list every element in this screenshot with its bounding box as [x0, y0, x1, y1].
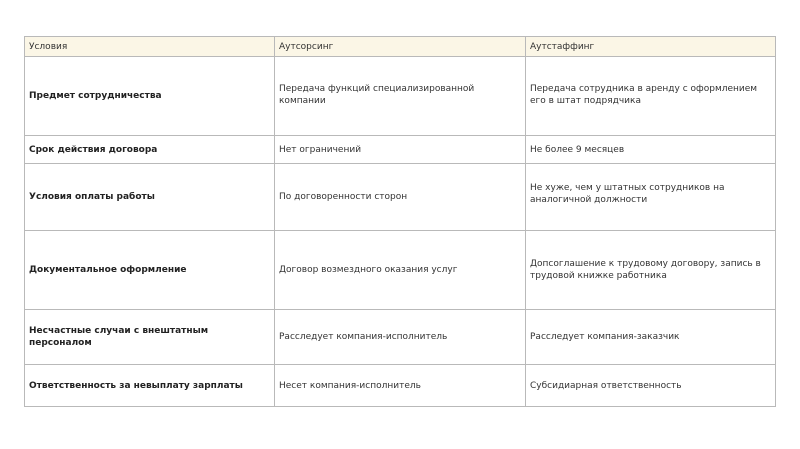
comparison-table: [24, 36, 776, 407]
table-row: [25, 136, 776, 164]
table-row: [25, 57, 776, 136]
row-condition: Срок действия договора: [25, 136, 275, 164]
row-outstaffing: Не более 9 месяцев: [526, 136, 776, 164]
header-outstaffing: Аутстаффинг: [526, 37, 776, 57]
table-row: [25, 365, 776, 407]
table-row: [25, 231, 776, 310]
row-outstaffing: Не хуже, чем у штатных сотрудников на аналогичной должности: [526, 164, 776, 231]
row-outsourcing: Передача функций специализированной компании: [275, 57, 526, 136]
table-row: [25, 310, 776, 365]
header-outsourcing: Аутсорсинг: [275, 37, 526, 57]
row-outstaffing: Расследует компания-заказчик: [526, 310, 776, 365]
row-outsourcing: Нет ограничений: [275, 136, 526, 164]
row-outstaffing: Передача сотрудника в аренду с оформлением его в штат подрядчика: [526, 57, 776, 136]
row-outstaffing: Допсоглашение к трудовому договору, запись в трудовой книжке работника: [526, 231, 776, 310]
row-outsourcing: Договор возмездного оказания услуг: [275, 231, 526, 310]
header-conditions: Условия: [25, 37, 275, 57]
row-condition: Ответственность за невыплату зарплаты: [25, 365, 275, 407]
table-row: [25, 164, 776, 231]
row-outsourcing: Расследует компания-исполнитель: [275, 310, 526, 365]
row-condition: Несчастные случаи с внештатным персоналом: [25, 310, 275, 365]
table-header-row: [25, 37, 776, 57]
row-condition: Условия оплаты работы: [25, 164, 275, 231]
row-condition: Документальное оформление: [25, 231, 275, 310]
row-outstaffing: Субсидиарная ответственность: [526, 365, 776, 407]
row-outsourcing: Несет компания-исполнитель: [275, 365, 526, 407]
row-outsourcing: По договоренности сторон: [275, 164, 526, 231]
row-condition: Предмет сотрудничества: [25, 57, 275, 136]
